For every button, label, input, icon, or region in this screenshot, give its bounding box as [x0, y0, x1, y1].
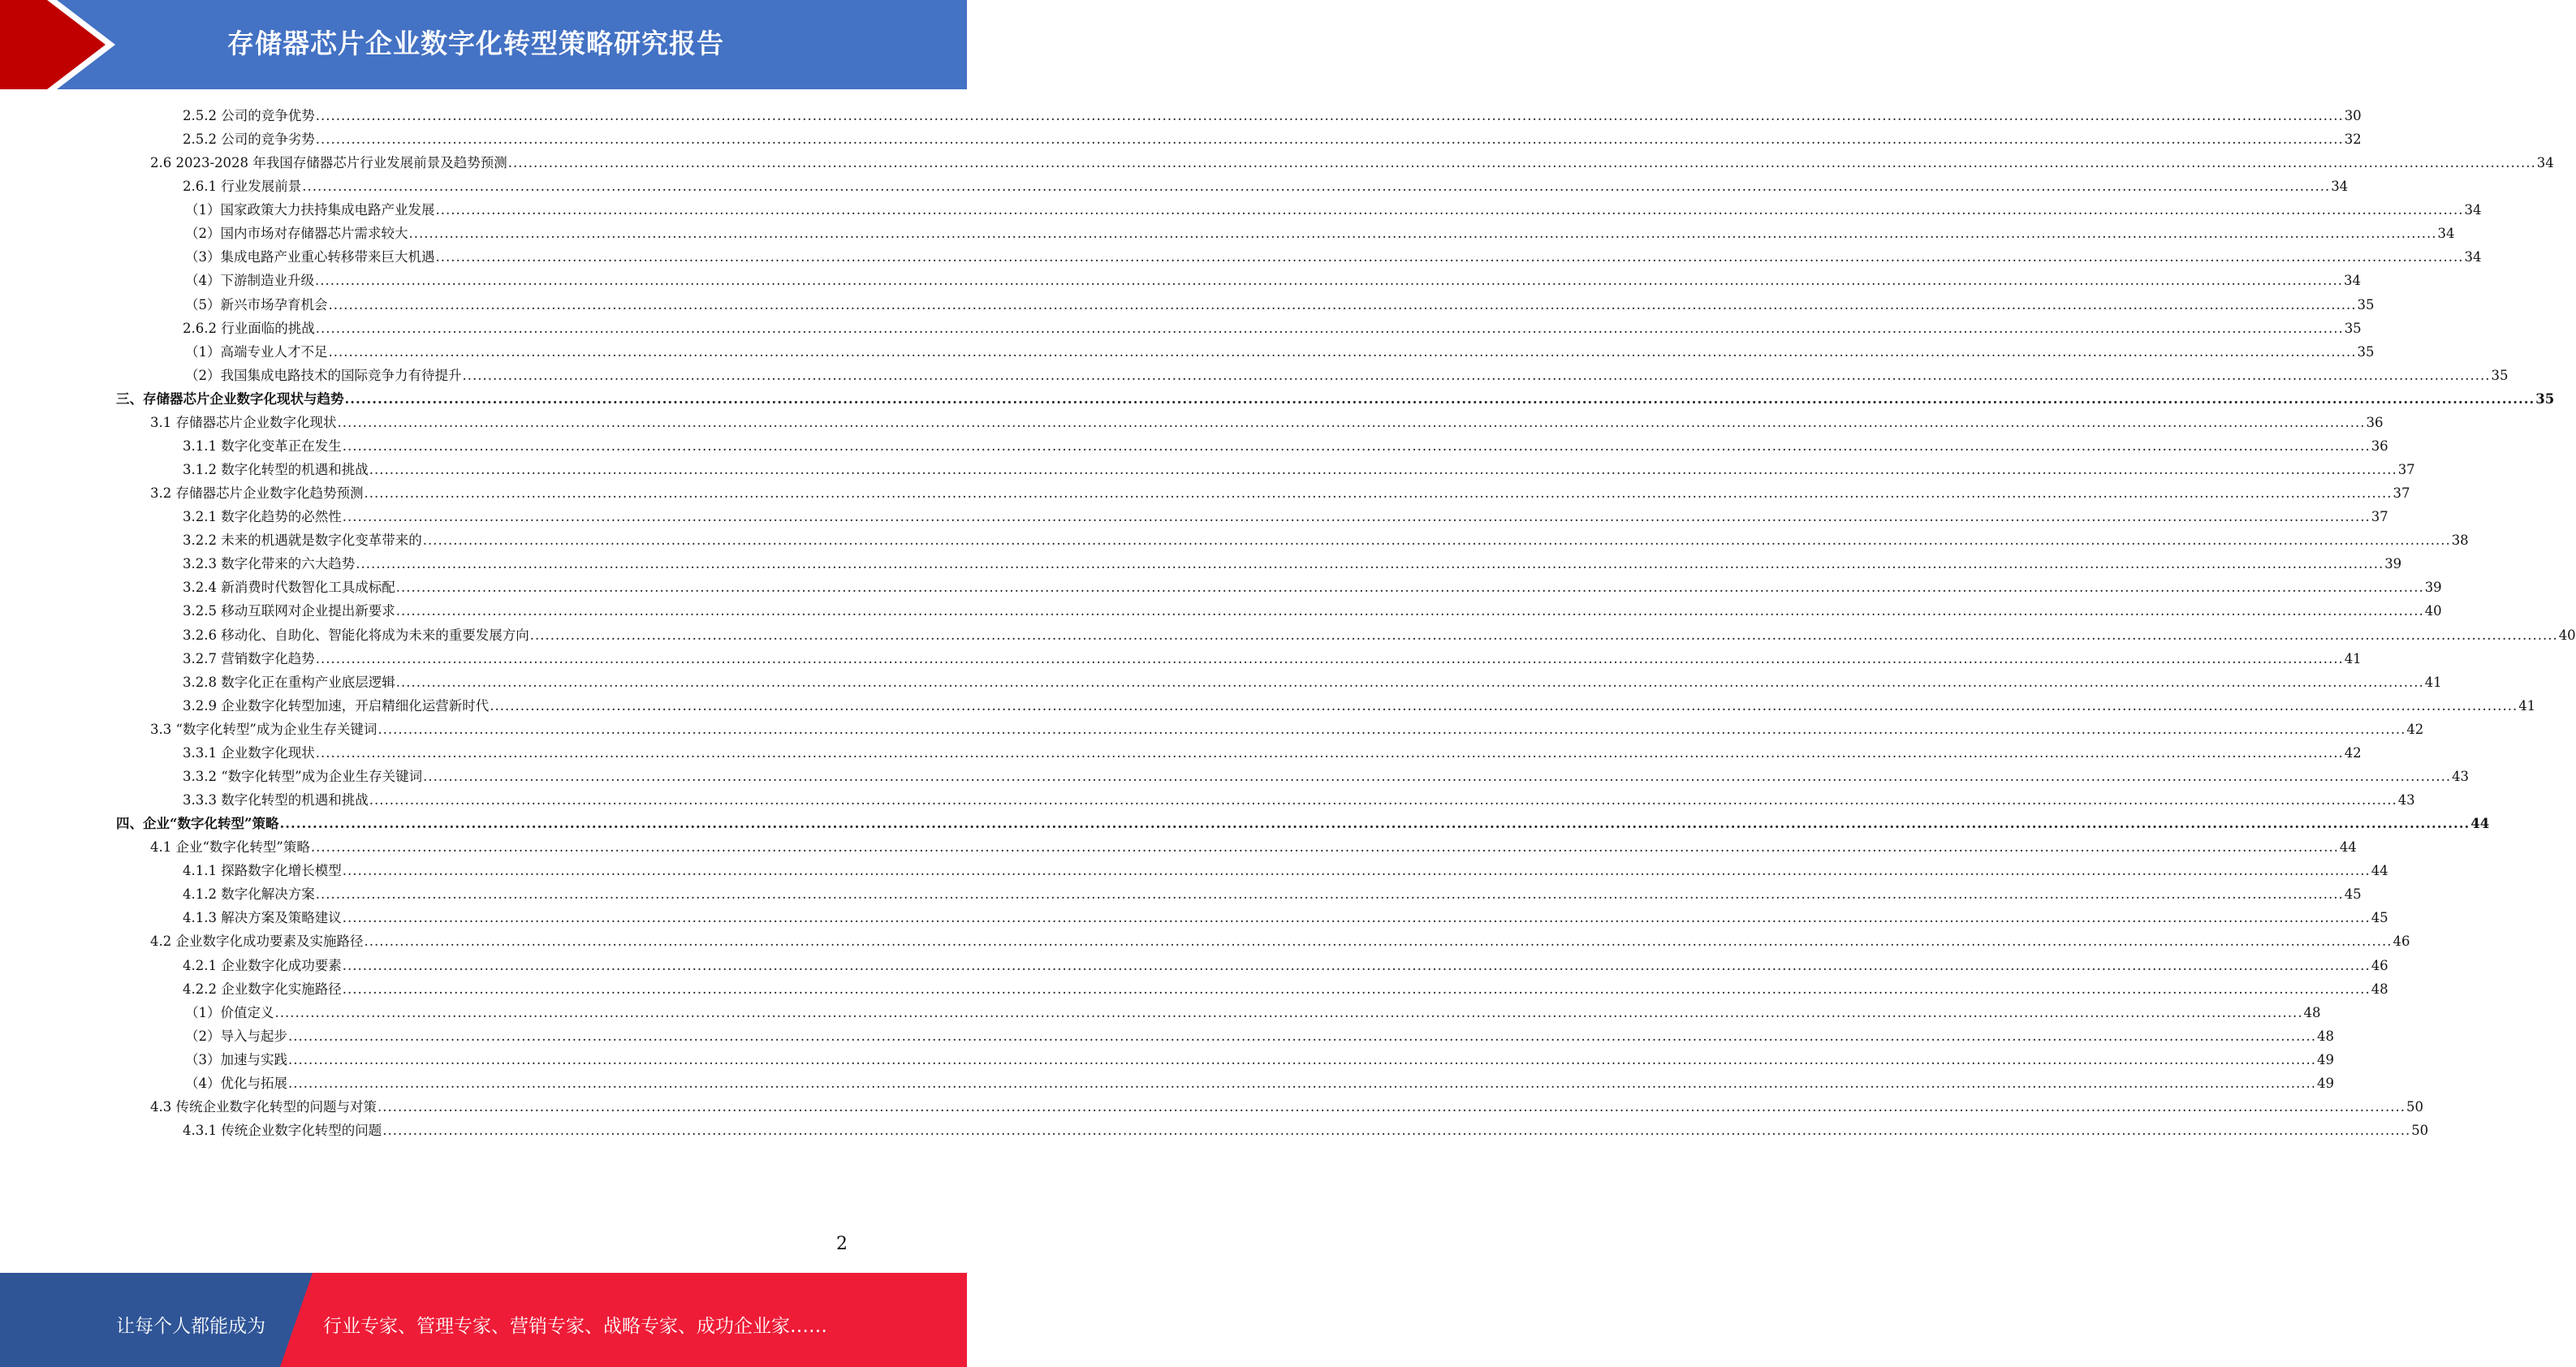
toc-entry-page: 30 — [2344, 108, 2362, 123]
dot-leader: ................................................................................................................................................................................................................................................................................................................................................................................................................ — [395, 580, 2424, 596]
toc-entry-page: 49 — [2316, 1075, 2334, 1091]
dot-leader: ................................................................................................................................................................................................................................................................................................................................................................................................................ — [328, 343, 2357, 360]
toc-entry-title: 3.2.9 企业数字化转型加速，开启精细化运营新时代 — [183, 697, 490, 714]
toc-entry-title: 3.2.1 数字化趋势的必然性 — [183, 509, 342, 525]
toc-entry[interactable] — [183, 860, 2388, 883]
dot-leader: ................................................................................................................................................................................................................................................................................................................................................................................................................ — [356, 556, 2384, 572]
toc-entry-page: 36 — [2366, 414, 2384, 430]
toc-entry-page: 34 — [2437, 226, 2455, 242]
dot-leader: ................................................................................................................................................................................................................................................................................................................................................................................................................ — [274, 1004, 2303, 1020]
toc-entry-page: 35 — [2491, 367, 2509, 383]
dot-leader: ................................................................................................................................................................................................................................................................................................................................................................................................................ — [408, 226, 2437, 242]
toc-entry-page: 50 — [2411, 1123, 2429, 1138]
toc-entry-title: 2.5.2 公司的竞争优势 — [183, 108, 315, 123]
toc-entry-page: 35 — [2357, 343, 2375, 360]
toc-entry-title: 2.6 2023-2028 年我国存储器芯片行业发展前景及趋势预测 — [150, 155, 507, 171]
toc-entry-page: 36 — [2371, 438, 2388, 454]
toc-entry-page: 44 — [2371, 863, 2388, 879]
toc-entry-page: 34 — [2536, 155, 2554, 171]
toc-entry-title: （1）高端专业人才不足 — [185, 343, 328, 360]
toc-entry[interactable] — [150, 718, 2424, 742]
toc-entry[interactable] — [183, 459, 2415, 482]
dot-leader: ................................................................................................................................................................................................................................................................................................................................................................................................................ — [435, 249, 2464, 265]
toc-entry-page: 34 — [2343, 273, 2361, 289]
page-header — [0, 0, 967, 89]
toc-entry-title: 4.2.2 企业数字化实施路径 — [183, 981, 342, 997]
toc-entry-title: 4.1.1 探路数字化增长模型 — [183, 863, 342, 879]
toc-entry-page: 48 — [2303, 1004, 2321, 1020]
toc-entry-title: 3.3.1 企业数字化现状 — [183, 744, 315, 761]
dot-leader: ................................................................................................................................................................................................................................................................................................................................................................................................................ — [369, 792, 2397, 809]
toc-entry[interactable] — [183, 105, 2362, 128]
toc-entry[interactable] — [183, 695, 2536, 718]
toc-entry-page: 48 — [2371, 981, 2388, 997]
toc-entry-page: 42 — [2344, 744, 2362, 761]
dot-leader: ................................................................................................................................................................................................................................................................................................................................................................................................................ — [288, 1028, 2316, 1044]
toc-entry[interactable] — [185, 1002, 2321, 1025]
toc-entry-page: 39 — [2384, 556, 2402, 572]
toc-entry[interactable] — [183, 955, 2388, 978]
toc-entry[interactable] — [183, 529, 2469, 553]
footer-slogan-right: 行业专家、管理专家、营销专家、战略专家、成功企业家…… — [323, 1316, 827, 1337]
dot-leader: ................................................................................................................................................................................................................................................................................................................................................................................................................ — [342, 438, 2371, 454]
toc-entry-page: 45 — [2344, 886, 2362, 903]
toc-entry[interactable] — [185, 1072, 2334, 1096]
toc-entry-title: 4.3 传统企业数字化转型的问题与对策 — [150, 1098, 377, 1115]
toc-entry-title: 3.2.5 移动互联网对企业提出新要求 — [183, 603, 395, 619]
toc-entry-page: 46 — [2371, 957, 2388, 973]
toc-entry-page: 40 — [2424, 603, 2442, 619]
toc-entry[interactable] — [183, 1119, 2429, 1143]
dot-leader: ................................................................................................................................................................................................................................................................................................................................................................................................................ — [315, 320, 2344, 336]
toc-entry-page: 34 — [2464, 249, 2482, 265]
toc-entry-title: （1）价值定义 — [185, 1004, 274, 1020]
toc-entry-title: 4.2.1 企业数字化成功要素 — [183, 957, 342, 973]
toc-entry-title: 3.2 存储器芯片企业数字化趋势预测 — [150, 485, 364, 502]
toc-entry[interactable] — [185, 364, 2509, 388]
toc-entry-title: 3.2.6 移动化、自助化、智能化将成为未来的重要发展方向 — [183, 627, 529, 643]
toc-entry[interactable] — [185, 222, 2455, 246]
toc-entry-page: 39 — [2424, 580, 2442, 596]
dot-leader: ................................................................................................................................................................................................................................................................................................................................................................................................................ — [378, 721, 2406, 737]
toc-entry-page: 44 — [2339, 839, 2357, 856]
dot-leader: ................................................................................................................................................................................................................................................................................................................................................................................................................ — [395, 674, 2424, 690]
toc-entry[interactable] — [183, 648, 2362, 671]
dot-leader: ................................................................................................................................................................................................................................................................................................................................................................................................................ — [490, 697, 2518, 714]
toc-entry[interactable] — [185, 199, 2482, 222]
dot-leader: ................................................................................................................................................................................................................................................................................................................................................................................................................ — [279, 816, 2470, 832]
dot-leader: ................................................................................................................................................................................................................................................................................................................................................................................................................ — [435, 202, 2464, 218]
dot-leader: ................................................................................................................................................................................................................................................................................................................................................................................................................ — [337, 414, 2366, 430]
dot-leader: ................................................................................................................................................................................................................................................................................................................................................................................................................ — [507, 155, 2536, 171]
toc-entry-page: 43 — [2397, 792, 2415, 809]
toc-entry-page: 35 — [2535, 390, 2555, 407]
toc-entry[interactable] — [150, 412, 2384, 435]
toc-entry-title: 2.5.2 公司的竞争劣势 — [183, 132, 315, 148]
toc-entry-title: （4）下游制造业升级 — [185, 273, 314, 289]
toc-entry-title: 3.2.3 数字化带来的六大趋势 — [183, 556, 356, 572]
toc-entry[interactable] — [183, 128, 2362, 152]
toc-entry-title: 2.6.1 行业发展前景 — [183, 179, 302, 195]
page-footer — [0, 1273, 967, 1367]
toc-entry[interactable] — [185, 1049, 2334, 1072]
dot-leader: ................................................................................................................................................................................................................................................................................................................................................................................................................ — [342, 863, 2371, 879]
toc-entry-page: 45 — [2371, 910, 2388, 926]
dot-leader: ................................................................................................................................................................................................................................................................................................................................................................................................................ — [328, 296, 2357, 313]
page-number: 2 — [836, 1234, 848, 1254]
toc-entry[interactable] — [150, 836, 2357, 860]
red-arrow-decoration — [0, 0, 122, 89]
toc-entry[interactable] — [183, 742, 2362, 765]
toc-entry-title: （1）国家政策大力扶持集成电路产业发展 — [185, 202, 435, 218]
toc-entry-title: 3.1.1 数字化变革正在发生 — [183, 438, 342, 454]
toc-entry[interactable] — [183, 671, 2442, 695]
toc-entry-title: 三、存储器芯片企业数字化现状与趋势 — [116, 390, 344, 407]
dot-leader: ................................................................................................................................................................................................................................................................................................................................................................................................................ — [315, 273, 2343, 289]
toc-entry[interactable] — [183, 883, 2362, 907]
toc-entry-page: 44 — [2470, 816, 2490, 832]
toc-entry-title: 4.1 企业“数字化转型”策略 — [150, 839, 310, 856]
dot-leader: ................................................................................................................................................................................................................................................................................................................................................................................................................ — [395, 603, 2424, 619]
toc-entry[interactable] — [183, 907, 2388, 930]
toc-entry-title: 2.6.2 行业面临的挑战 — [183, 320, 315, 336]
toc-entry-title: （3）加速与实践 — [185, 1051, 287, 1067]
toc-entry[interactable] — [183, 765, 2470, 789]
dot-leader: ................................................................................................................................................................................................................................................................................................................................................................................................................ — [342, 910, 2371, 926]
toc-entry-page: 48 — [2316, 1028, 2334, 1044]
toc-entry[interactable] — [116, 813, 2490, 836]
dot-leader: ................................................................................................................................................................................................................................................................................................................................................................................................................ — [422, 533, 2451, 549]
toc-entry-page: 37 — [2397, 462, 2415, 478]
dot-leader: ................................................................................................................................................................................................................................................................................................................................................................................................................ — [342, 957, 2371, 973]
dot-leader: ................................................................................................................................................................................................................................................................................................................................................................................................................ — [288, 1051, 2316, 1067]
dot-leader: ................................................................................................................................................................................................................................................................................................................................................................................................................ — [423, 768, 2452, 784]
toc-entry-title: （3）集成电路产业重心转移带来巨大机遇 — [185, 249, 435, 265]
dot-leader: ................................................................................................................................................................................................................................................................................................................................................................................................................ — [315, 744, 2344, 761]
toc-entry[interactable] — [185, 246, 2482, 270]
dot-leader: ................................................................................................................................................................................................................................................................................................................................................................................................................ — [315, 108, 2344, 123]
toc-entry-title: （2）我国集成电路技术的国际竞争力有待提升 — [185, 367, 462, 383]
toc-entry-title: 3.1 存储器芯片企业数字化现状 — [150, 414, 337, 430]
toc-entry[interactable] — [150, 482, 2410, 506]
toc-entry[interactable] — [183, 553, 2402, 576]
toc-entry-title: （2）国内市场对存储器芯片需求较大 — [185, 226, 408, 242]
toc-entry-title: 4.2 企业数字化成功要素及实施路径 — [150, 934, 364, 950]
toc-entry[interactable] — [183, 624, 2576, 648]
toc-entry[interactable] — [150, 152, 2554, 175]
toc-entry-page: 32 — [2344, 132, 2362, 148]
toc-entry-title: 3.3 “数字化转型”成为企业生存关键词 — [150, 721, 378, 737]
dot-leader: ................................................................................................................................................................................................................................................................................................................................................................................................................ — [369, 462, 2397, 478]
dot-leader: ................................................................................................................................................................................................................................................................................................................................................................................................................ — [315, 132, 2344, 148]
toc-entry[interactable] — [183, 978, 2388, 1002]
toc-entry-title: 4.1.3 解决方案及策略建议 — [183, 910, 342, 926]
toc-entry-page: 41 — [2424, 674, 2442, 690]
toc-entry-page: 37 — [2371, 509, 2388, 525]
toc-entry[interactable] — [183, 576, 2442, 600]
toc-entry[interactable] — [185, 270, 2361, 293]
toc-entry-title: （2）导入与起步 — [185, 1028, 287, 1044]
toc-entry-page: 34 — [2331, 179, 2349, 195]
toc-entry-page: 34 — [2464, 202, 2482, 218]
toc-entry-title: 3.2.8 数字化正在重构产业底层逻辑 — [183, 674, 395, 690]
dot-leader: ................................................................................................................................................................................................................................................................................................................................................................................................................ — [462, 367, 2491, 383]
toc-entry[interactable] — [183, 435, 2388, 459]
toc-entry[interactable] — [116, 388, 2555, 412]
toc-entry-page: 38 — [2451, 533, 2469, 549]
toc-entry[interactable] — [183, 506, 2388, 529]
toc-entry-title: 3.2.7 营销数字化趋势 — [183, 650, 315, 666]
dot-leader: ................................................................................................................................................................................................................................................................................................................................................................................................................ — [288, 1075, 2316, 1091]
dot-leader: ................................................................................................................................................................................................................................................................................................................................................................................................................ — [364, 934, 2393, 950]
toc-entry[interactable] — [183, 600, 2442, 623]
dot-leader: ................................................................................................................................................................................................................................................................................................................................................................................................................ — [342, 509, 2371, 525]
dot-leader: ................................................................................................................................................................................................................................................................................................................................................................................................................ — [342, 981, 2371, 997]
toc-entry-title: 3.1.2 数字化转型的机遇和挑战 — [183, 462, 369, 478]
toc-entry-title: （4）优化与拓展 — [185, 1075, 287, 1091]
toc-entry-page: 41 — [2344, 650, 2362, 666]
toc-entry[interactable] — [150, 1096, 2423, 1119]
dot-leader: ................................................................................................................................................................................................................................................................................................................................................................................................................ — [302, 179, 2331, 195]
toc-entry-title: 3.2.4 新消费时代数智化工具成标配 — [183, 580, 395, 596]
toc-entry-title: 4.1.2 数字化解决方案 — [183, 886, 315, 903]
dot-leader: ................................................................................................................................................................................................................................................................................................................................................................................................................ — [344, 390, 2535, 407]
dot-leader: ................................................................................................................................................................................................................................................................................................................................................................................................................ — [315, 650, 2344, 666]
toc-entry-page: 46 — [2393, 934, 2410, 950]
toc-entry-title: 3.3.3 数字化转型的机遇和挑战 — [183, 792, 369, 809]
toc-entry-page: 35 — [2344, 320, 2362, 336]
dot-leader: ................................................................................................................................................................................................................................................................................................................................................................................................................ — [364, 485, 2393, 502]
dot-leader: ................................................................................................................................................................................................................................................................................................................................................................................................................ — [529, 627, 2558, 643]
toc-entry[interactable] — [185, 294, 2375, 317]
toc-entry-page: 37 — [2393, 485, 2410, 502]
toc-entry[interactable] — [183, 175, 2349, 199]
dot-leader: ................................................................................................................................................................................................................................................................................................................................................................................................................ — [310, 839, 2339, 856]
dot-leader: ................................................................................................................................................................................................................................................................................................................................................................................................................ — [382, 1123, 2411, 1138]
toc-entry[interactable] — [183, 317, 2362, 341]
toc-entry-page: 35 — [2357, 296, 2375, 313]
toc-entry-title: 四、企业“数字化转型”策略 — [116, 816, 279, 832]
toc-entry[interactable] — [185, 1025, 2334, 1049]
toc-entry-page: 43 — [2452, 768, 2470, 784]
toc-entry-title: 3.3.2 “数字化转型”成为企业生存关键词 — [183, 768, 423, 784]
toc-entry[interactable] — [150, 930, 2410, 954]
toc-entry-page: 50 — [2406, 1098, 2423, 1115]
toc-entry-title: 4.3.1 传统企业数字化转型的问题 — [183, 1123, 382, 1138]
footer-slogan-left: 让每个人都能成为 — [116, 1316, 265, 1337]
toc-entry-title: 3.2.2 未来的机遇就是数字化变革带来的 — [183, 533, 422, 549]
toc-entry-page: 42 — [2406, 721, 2424, 737]
toc-entry[interactable] — [185, 341, 2375, 364]
report-title: 存储器芯片企业数字化转型策略研究报告 — [227, 28, 724, 59]
toc-entry-page: 49 — [2316, 1051, 2334, 1067]
dot-leader: ................................................................................................................................................................................................................................................................................................................................................................................................................ — [315, 886, 2344, 903]
dot-leader: ................................................................................................................................................................................................................................................................................................................................................................................................................ — [378, 1098, 2406, 1115]
toc-entry-page: 41 — [2518, 697, 2536, 714]
toc-entry-page: 40 — [2558, 627, 2576, 643]
toc-entry-title: （5）新兴市场孕育机会 — [185, 296, 328, 313]
toc-entry[interactable] — [183, 789, 2415, 813]
